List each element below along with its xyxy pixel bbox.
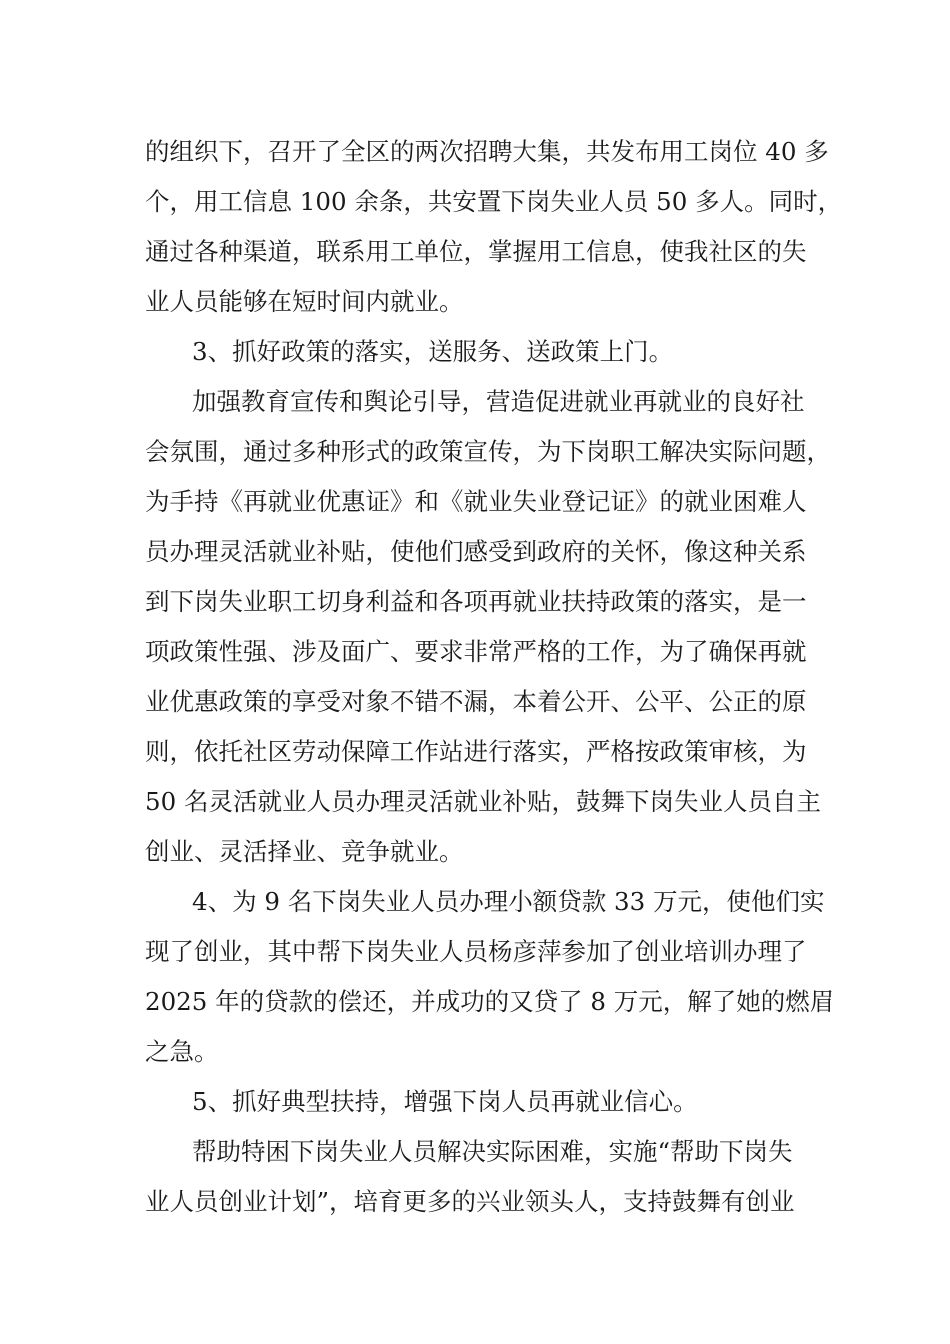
text-line: 帮助特困下岗失业人员解决实际困难，实施“帮助下岗失 xyxy=(192,1137,793,1166)
text-line: 现了创业，其中帮下岗失业人员杨彦萍参加了创业培训办理了 xyxy=(145,937,807,966)
text-line: 的组织下，召开了全区的两次招聘大集，共发布用工岗位 40 多 xyxy=(145,137,829,166)
document-body xyxy=(145,127,843,1227)
text-line: 业人员创业计划”，培育更多的兴业领头人，支持鼓舞有创业 xyxy=(145,1187,795,1216)
section-heading: 5、抓好典型扶持，增强下岗人员再就业信心。 xyxy=(192,1087,698,1116)
text-line: 50 名灵活就业人员办理灵活就业补贴，鼓舞下岗失业人员自主 xyxy=(145,787,821,816)
text-line: 业人员能够在短时间内就业。 xyxy=(145,287,464,316)
text-line: 2025 年的贷款的偿还，并成功的又贷了 8 万元，解了她的燃眉 xyxy=(145,987,835,1016)
text-line: 之急。 xyxy=(145,1037,219,1066)
text-line: 为手持《再就业优惠证》和《就业失业登记证》的就业困难人 xyxy=(145,487,807,516)
section-heading: 3、抓好政策的落实，送服务、送政策上门。 xyxy=(192,337,674,366)
text-line: 加强教育宣传和舆论引导，营造促进就业再就业的良好社 xyxy=(192,387,805,416)
text-line: 到下岗失业职工切身利益和各项再就业扶持政策的落实，是一 xyxy=(145,587,807,616)
text-line: 会氛围，通过多种形式的政策宣传，为下岗职工解决实际问题， xyxy=(145,437,831,466)
text-line: 业优惠政策的享受对象不错不漏，本着公开、公平、公正的原 xyxy=(145,687,807,716)
section-heading: 4、为 9 名下岗失业人员办理小额贷款 33 万元，使他们实 xyxy=(192,887,825,916)
text-line: 项政策性强、涉及面广、要求非常严格的工作，为了确保再就 xyxy=(145,637,807,666)
text-line: 员办理灵活就业补贴，使他们感受到政府的关怀，像这种关系 xyxy=(145,537,807,566)
text-line: 个，用工信息 100 余条，共安置下岗失业人员 50 多人。同时， xyxy=(145,187,843,216)
text-line: 则，依托社区劳动保障工作站进行落实，严格按政策审核，为 xyxy=(145,737,807,766)
text-line: 创业、灵活择业、竞争就业。 xyxy=(145,837,464,866)
text-line: 通过各种渠道，联系用工单位，掌握用工信息，使我社区的失 xyxy=(145,237,807,266)
